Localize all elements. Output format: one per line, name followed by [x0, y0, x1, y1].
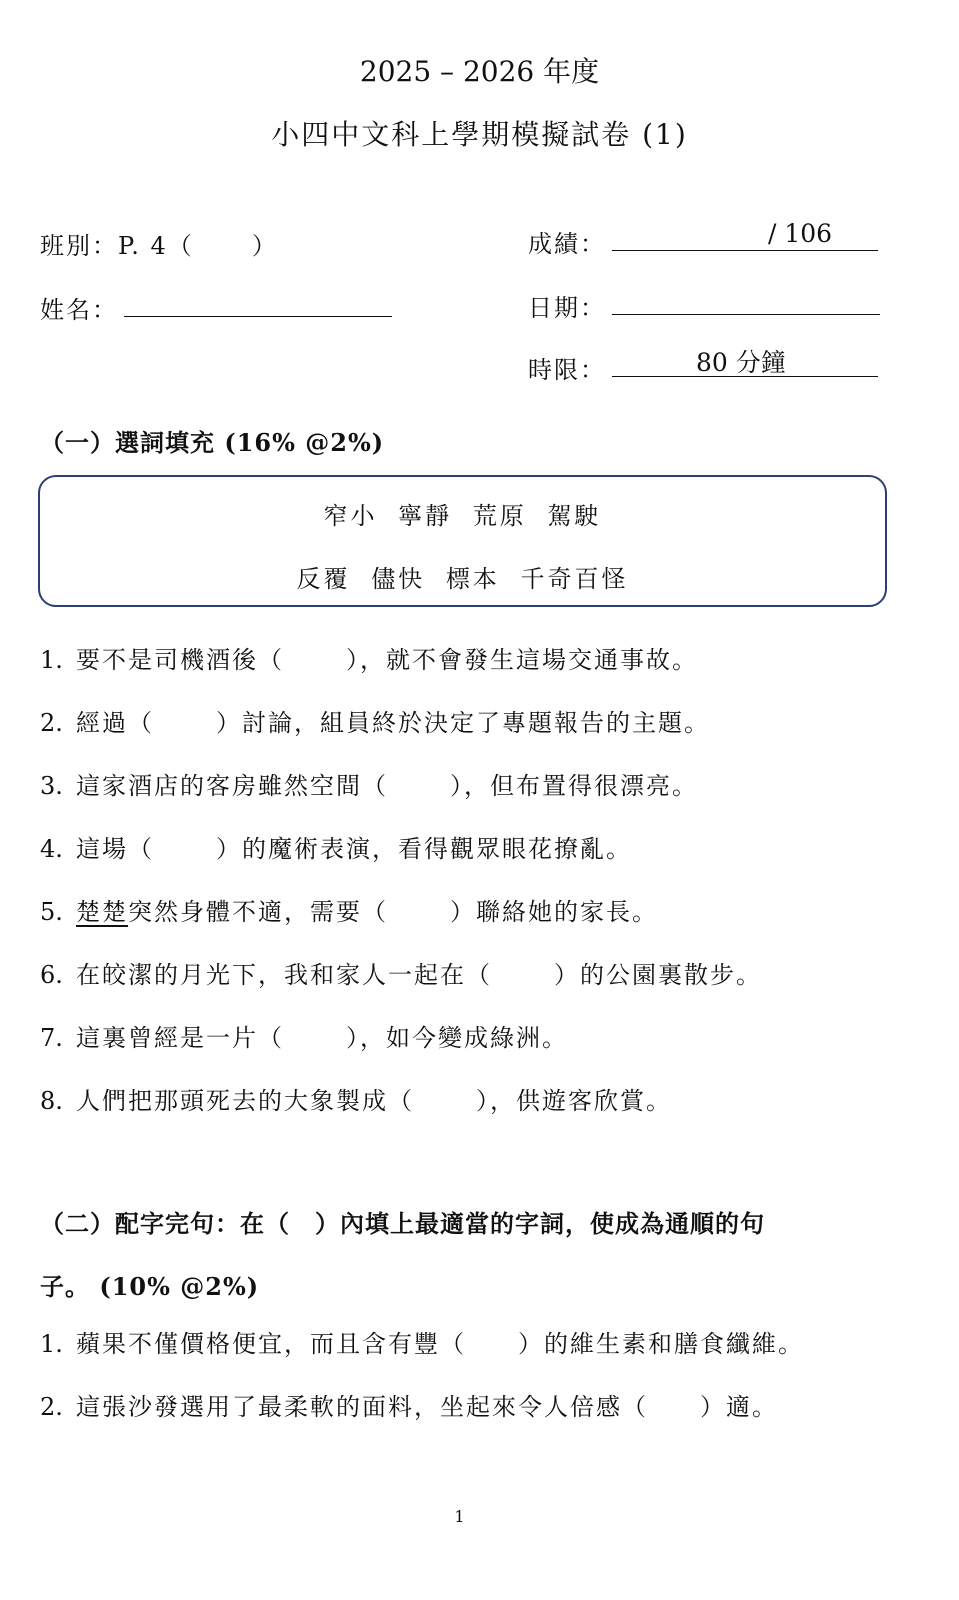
class-field: [40, 226, 278, 261]
question-row: [40, 1324, 804, 1359]
word-option: 標本: [445, 565, 500, 593]
question-text-before: 蘋果不僅價格便宜，而且含有豐（: [76, 1330, 466, 1358]
question-row: [40, 766, 698, 801]
date-label: 日期：: [528, 294, 606, 322]
question-text-after: ）聯絡她的家長。: [450, 898, 658, 926]
question-text-before: 人們把那頭死去的大象製成（: [76, 1087, 414, 1115]
question-row: [40, 829, 632, 864]
word-option: 反覆: [296, 565, 351, 593]
question-row: [40, 1081, 672, 1116]
question-text-before: 要不是司機酒後（: [76, 646, 284, 674]
question-number: 1.: [40, 1330, 63, 1358]
section1-heading: （一）選詞填充 (16% @2%): [40, 428, 385, 457]
question-text-after: ）討論，組員終於決定了專題報告的主題。: [216, 709, 710, 737]
score-label: 成績：: [528, 230, 606, 258]
question-text-before: 這場（: [76, 835, 154, 863]
word-option: 千奇百怪: [520, 565, 629, 593]
question-row: [40, 640, 698, 675]
question-text-after: ）的魔術表演，看得觀眾眼花撩亂。: [216, 835, 632, 863]
score-field[interactable]: [612, 220, 878, 251]
page-number: 1: [454, 1507, 465, 1526]
name-label: 姓名：: [40, 296, 118, 324]
question-number: 3.: [40, 772, 63, 800]
question-text-after: ）的公園裏散步。: [554, 961, 762, 989]
question-number: 2.: [40, 709, 63, 737]
word-bank-row-2: [40, 559, 885, 594]
time-value: 80 分鐘: [696, 348, 786, 377]
question-row: [40, 703, 710, 738]
question-text-before: 這家酒店的客房雖然空間（: [76, 772, 388, 800]
question-text-after: ），就不會發生這場交通事故。: [346, 646, 698, 674]
question-number: 6.: [40, 961, 63, 989]
exam-year: 2025 – 2026 年度: [359, 55, 600, 88]
class-close: ）: [251, 232, 278, 260]
question-row: [40, 955, 762, 990]
question-row: [40, 892, 658, 927]
question-number: 5.: [40, 898, 63, 926]
question-text-after: ），如今變成綠洲。: [346, 1024, 568, 1052]
question-text-before: 在皎潔的月光下，我和家人一起在（: [76, 961, 492, 989]
question-number: 2.: [40, 1393, 63, 1421]
exam-title: 小四中文科上學期模擬試卷 (1): [271, 118, 688, 151]
question-text-after: ）適。: [700, 1393, 778, 1421]
question-text-before: 突然身體不適，需要（: [128, 898, 388, 926]
section2-heading-cont: 子。 (10% @2%): [40, 1272, 260, 1301]
question-number: 1.: [40, 646, 63, 674]
date-field[interactable]: [612, 284, 880, 315]
word-bank-box: [38, 475, 887, 607]
question-text-before: 這張沙發選用了最柔軟的面料，坐起來令人倍感（: [76, 1393, 648, 1421]
question-text-before: 這裏曾經是一片（: [76, 1024, 284, 1052]
word-option: 荒原: [472, 502, 527, 530]
word-option: 寧靜: [398, 502, 453, 530]
class-label: 班別：P. 4（: [40, 232, 194, 260]
question-row: [40, 1387, 778, 1422]
question-number: 4.: [40, 835, 63, 863]
question-text-after: ），但布置得很漂亮。: [450, 772, 698, 800]
time-label: 時限：: [528, 356, 606, 384]
question-text-before: 經過（: [76, 709, 154, 737]
section2-heading: （二）配字完句：在（ ）內填上最適當的字詞，使成為通順的句: [40, 1209, 765, 1238]
question-number: 8.: [40, 1087, 63, 1115]
word-option: 儘快: [371, 565, 426, 593]
question-number: 7.: [40, 1024, 63, 1052]
word-bank-row-1: [40, 496, 885, 531]
question-text-after: ），供遊客欣賞。: [476, 1087, 672, 1115]
question-text-after: ）的維生素和膳食纖維。: [518, 1330, 804, 1358]
student-name: 楚楚: [76, 898, 128, 926]
word-option: 駕駛: [547, 502, 602, 530]
name-field[interactable]: [124, 286, 392, 317]
question-row: [40, 1018, 568, 1053]
score-value: / 106: [768, 219, 833, 248]
word-option: 窄小: [323, 502, 378, 530]
